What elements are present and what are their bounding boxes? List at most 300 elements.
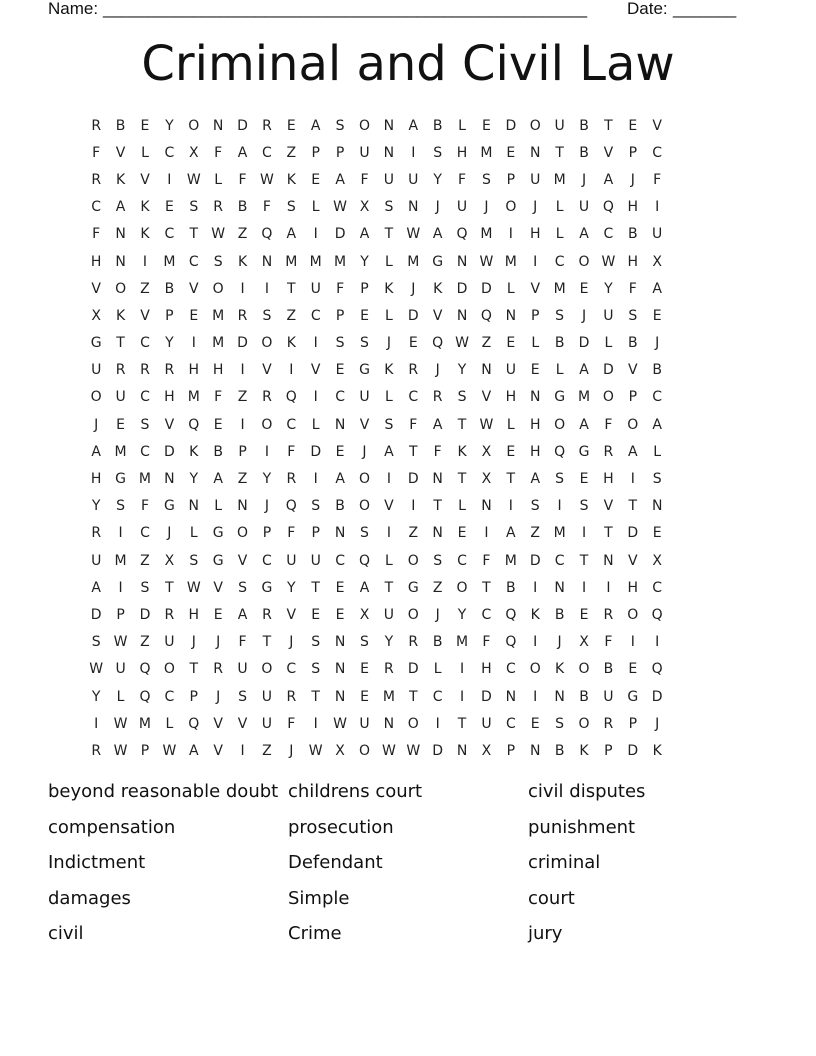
grid-letter: I xyxy=(533,579,538,596)
grid-letter: Y xyxy=(189,471,199,488)
grid-letter: B xyxy=(554,742,565,759)
grid-letter: F xyxy=(262,199,271,216)
grid-letter: V xyxy=(91,280,101,297)
grid-letter: N xyxy=(481,362,492,379)
grid-letter: E xyxy=(140,117,150,134)
grid-letter: U xyxy=(359,715,370,732)
word-list-item: criminal xyxy=(528,852,601,873)
grid-letter: J xyxy=(435,199,440,216)
grid-letter: E xyxy=(189,307,199,324)
grid-letter: S xyxy=(360,525,369,542)
grid-letter: P xyxy=(628,389,638,406)
grid-letter: N xyxy=(334,416,346,433)
grid-letter: E xyxy=(360,307,369,324)
grid-letter: C xyxy=(554,552,565,569)
grid-letter: F xyxy=(92,226,101,243)
grid-letter: T xyxy=(116,335,125,352)
grid-letter: M xyxy=(114,552,127,569)
grid-letter: C xyxy=(652,579,663,596)
grid-letter: I xyxy=(557,498,562,515)
grid-letter: A xyxy=(213,471,223,488)
grid-letter: N xyxy=(115,226,126,243)
grid-letter: K xyxy=(652,742,662,759)
grid-letter: Y xyxy=(457,606,467,623)
grid-row xyxy=(84,275,732,302)
grid-letter: S xyxy=(140,579,150,596)
grid-letter: L xyxy=(506,280,515,297)
grid-letter: E xyxy=(408,335,418,352)
grid-letter: C xyxy=(505,715,516,732)
grid-letter: R xyxy=(432,389,443,406)
grid-letter: Q xyxy=(554,443,566,460)
grid-letter: V xyxy=(115,144,126,161)
grid-letter: I xyxy=(630,471,635,488)
grid-letter: W xyxy=(333,199,348,216)
grid-letter: R xyxy=(91,171,102,188)
grid-letter: Y xyxy=(91,688,101,705)
grid-letter: V xyxy=(481,389,492,406)
grid-letter: C xyxy=(140,335,150,352)
grid-letter: C xyxy=(262,552,272,569)
grid-letter: C xyxy=(140,389,150,406)
grid-letter: A xyxy=(603,171,614,188)
grid-letter: O xyxy=(578,661,590,678)
grid-letter: O xyxy=(407,552,419,569)
grid-letter: F xyxy=(214,389,223,406)
grid-letter: M xyxy=(285,253,298,270)
grid-letter: E xyxy=(335,443,345,460)
grid-row xyxy=(84,357,732,384)
grid-letter: N xyxy=(408,199,419,216)
word-list-item: Indictment xyxy=(48,852,146,873)
grid-letter: N xyxy=(505,688,517,705)
grid-letter: A xyxy=(530,471,541,488)
grid-letter: R xyxy=(384,661,394,678)
grid-letter: N xyxy=(334,525,346,542)
grid-letter: U xyxy=(383,171,394,188)
grid-letter: A xyxy=(628,443,638,460)
grid-letter: J xyxy=(94,416,99,433)
grid-letter: I xyxy=(240,280,245,297)
grid-letter: I xyxy=(240,742,245,759)
grid-letter: N xyxy=(383,144,395,161)
grid-letter: A xyxy=(310,117,321,134)
grid-letter: J xyxy=(216,688,221,705)
grid-letter: E xyxy=(311,606,321,623)
grid-letter: O xyxy=(261,335,273,352)
grid-letter: N xyxy=(456,742,468,759)
grid-row xyxy=(84,710,732,737)
grid-letter: U xyxy=(383,606,394,623)
word-list-item: compensation xyxy=(48,816,176,838)
grid-letter: A xyxy=(359,579,370,596)
grid-letter: F xyxy=(214,144,223,161)
grid-letter: P xyxy=(335,144,345,161)
grid-letter: F xyxy=(458,171,467,188)
grid-letter: P xyxy=(189,688,198,705)
grid-letter: K xyxy=(140,199,150,216)
grid-letter: X xyxy=(481,742,492,759)
grid-letter: Z xyxy=(286,144,297,161)
grid-letter: N xyxy=(603,552,614,569)
grid-letter: S xyxy=(140,416,150,433)
grid-letter: I xyxy=(435,715,440,732)
grid-letter: S xyxy=(555,307,565,324)
grid-letter: D xyxy=(310,443,322,460)
grid-letter: B xyxy=(627,335,638,352)
grid-letter: Z xyxy=(481,335,492,352)
grid-row xyxy=(84,330,732,357)
grid-letter: U xyxy=(115,389,126,406)
grid-letter: O xyxy=(554,416,566,433)
grid-letter: O xyxy=(407,606,419,623)
grid-letter: M xyxy=(309,253,322,270)
date-label: Date: xyxy=(627,0,668,18)
grid-letter: Y xyxy=(457,362,467,379)
grid-letter: D xyxy=(481,688,492,705)
grid-letter: R xyxy=(408,362,419,379)
grid-letter: A xyxy=(432,226,443,243)
grid-letter: U xyxy=(115,661,126,678)
grid-letter: G xyxy=(90,335,102,352)
grid-letter: Z xyxy=(237,471,248,488)
grid-letter: C xyxy=(652,389,663,406)
word-list-item: damages xyxy=(48,887,131,909)
grid-letter: W xyxy=(406,742,421,759)
grid-letter: T xyxy=(408,688,418,705)
grid-letter: B xyxy=(115,117,126,134)
grid-letter: P xyxy=(262,525,272,542)
grid-letter: U xyxy=(481,715,492,732)
grid-letter: R xyxy=(262,606,272,623)
grid-row xyxy=(84,465,732,492)
grid-letter: I xyxy=(386,471,391,488)
grid-letter: N xyxy=(456,253,468,270)
grid-letter: V xyxy=(603,144,614,161)
grid-letter: E xyxy=(506,443,516,460)
grid-letter: R xyxy=(237,307,248,324)
grid-letter: W xyxy=(260,171,274,188)
grid-letter: S xyxy=(555,471,565,488)
grid-letter: L xyxy=(384,253,393,270)
grid-letter: Q xyxy=(358,552,370,569)
grid-letter: S xyxy=(335,335,345,352)
grid-letter: G xyxy=(212,552,224,569)
grid-letter: C xyxy=(286,661,297,678)
grid-letter: V xyxy=(213,579,223,596)
grid-letter: G xyxy=(627,688,639,705)
grid-letter: V xyxy=(384,498,394,515)
grid-letter: S xyxy=(652,471,662,488)
grid-letter: X xyxy=(481,471,492,488)
grid-letter: H xyxy=(188,606,200,623)
grid-letter: I xyxy=(289,362,294,379)
grid-letter: P xyxy=(116,606,125,623)
grid-letter: H xyxy=(90,471,102,488)
grid-letter: I xyxy=(630,634,635,651)
grid-letter: M xyxy=(212,335,225,352)
grid-letter: Y xyxy=(91,498,101,515)
grid-row xyxy=(84,493,732,520)
grid-letter: F xyxy=(482,552,491,569)
grid-letter: S xyxy=(91,634,101,651)
grid-letter: L xyxy=(384,389,393,406)
grid-letter: V xyxy=(628,552,638,569)
grid-letter: R xyxy=(286,688,297,705)
grid-letter: K xyxy=(140,226,150,243)
grid-letter: H xyxy=(164,389,175,406)
grid-letter: E xyxy=(286,117,296,134)
grid-letter: H xyxy=(90,253,102,270)
grid-letter: V xyxy=(237,715,248,732)
grid-letter: S xyxy=(530,498,540,515)
grid-letter: O xyxy=(578,253,590,270)
grid-letter: I xyxy=(94,715,99,732)
name-label: Name: xyxy=(48,0,99,18)
grid-letter: Z xyxy=(140,634,150,651)
grid-letter: Y xyxy=(165,335,174,352)
grid-letter: R xyxy=(91,525,102,542)
grid-letter: O xyxy=(115,280,127,297)
grid-letter: N xyxy=(456,307,468,324)
grid-letter: I xyxy=(118,579,123,596)
grid-letter: B xyxy=(579,688,589,705)
grid-letter: S xyxy=(311,634,321,651)
grid-letter: B xyxy=(432,117,443,134)
grid-letter: N xyxy=(432,525,443,542)
grid-letter: A xyxy=(652,416,662,433)
grid-letter: W xyxy=(455,335,469,352)
grid-letter: W xyxy=(186,579,201,596)
grid-letter: I xyxy=(240,416,245,433)
grid-letter: F xyxy=(238,634,247,651)
grid-letter: O xyxy=(358,117,370,134)
grid-letter: W xyxy=(113,634,128,651)
grid-letter: H xyxy=(529,443,541,460)
grid-letter: A xyxy=(335,471,345,488)
grid-letter: L xyxy=(458,498,466,515)
grid-letter: O xyxy=(163,661,175,678)
grid-letter: R xyxy=(91,742,102,759)
grid-letter: O xyxy=(188,117,200,134)
grid-letter: H xyxy=(627,579,639,596)
grid-letter: N xyxy=(505,307,517,324)
grid-letter: O xyxy=(578,715,590,732)
grid-letter: D xyxy=(651,688,663,705)
grid-letter: L xyxy=(506,416,515,433)
grid-letter: J xyxy=(655,715,660,732)
grid-letter: F xyxy=(287,525,296,542)
grid-letter: Y xyxy=(287,579,296,596)
grid-letter: K xyxy=(457,443,467,460)
grid-letter: V xyxy=(286,606,297,623)
grid-letter: P xyxy=(360,280,369,297)
grid-letter: F xyxy=(628,280,637,297)
grid-letter: E xyxy=(335,606,345,623)
grid-letter: D xyxy=(163,443,175,460)
grid-letter: C xyxy=(505,661,516,678)
grid-letter: U xyxy=(578,199,590,216)
grid-row xyxy=(84,737,732,764)
grid-letter: V xyxy=(530,280,541,297)
grid-letter: A xyxy=(335,171,345,188)
grid-letter: F xyxy=(604,416,613,433)
grid-letter: P xyxy=(506,171,516,188)
grid-letter: V xyxy=(140,307,150,324)
grid-letter: E xyxy=(579,471,589,488)
grid-letter: A xyxy=(91,443,101,460)
grid-letter: V xyxy=(359,416,370,433)
grid-letter: E xyxy=(116,416,126,433)
grid-letter: O xyxy=(529,117,541,134)
grid-letter: Q xyxy=(505,606,517,623)
grid-letter: N xyxy=(212,117,224,134)
grid-letter: P xyxy=(506,742,516,759)
grid-letter: C xyxy=(432,688,443,705)
grid-letter: Q xyxy=(285,498,297,515)
grid-letter: Q xyxy=(651,606,663,623)
grid-letter: T xyxy=(579,552,589,569)
page-title: Criminal and Civil Law xyxy=(141,36,675,92)
grid-letter: X xyxy=(652,552,662,569)
grid-letter: H xyxy=(529,226,541,243)
grid-letter: S xyxy=(335,117,345,134)
grid-letter: W xyxy=(186,171,201,188)
grid-letter: I xyxy=(606,579,611,596)
grid-row xyxy=(84,547,732,574)
grid-letter: K xyxy=(384,362,394,379)
grid-letter: J xyxy=(289,742,294,759)
grid-letter: U xyxy=(603,307,614,324)
grid-letter: U xyxy=(603,688,614,705)
grid-letter: J xyxy=(484,199,489,216)
name-blank-line: ______________________________________________________ xyxy=(103,0,587,18)
grid-letter: L xyxy=(141,144,149,161)
grid-letter: U xyxy=(554,117,565,134)
grid-row xyxy=(84,248,732,275)
grid-letter: L xyxy=(433,661,442,678)
grid-letter: M xyxy=(480,226,493,243)
grid-letter: D xyxy=(237,117,248,134)
grid-letter: A xyxy=(432,416,443,433)
grid-letter: W xyxy=(89,661,104,678)
grid-letter: J xyxy=(264,498,269,515)
grid-letter: B xyxy=(603,661,614,678)
grid-letter: I xyxy=(167,171,172,188)
grid-letter: F xyxy=(482,634,491,651)
grid-letter: Q xyxy=(285,389,297,406)
grid-letter: H xyxy=(627,253,639,270)
grid-letter: C xyxy=(91,199,102,216)
word-list-item: Simple xyxy=(288,887,350,909)
grid-letter: U xyxy=(261,688,273,705)
grid-letter: V xyxy=(432,307,443,324)
grid-letter: U xyxy=(91,362,102,379)
grid-letter: D xyxy=(90,606,102,623)
grid-letter: H xyxy=(505,389,517,406)
grid-letter: I xyxy=(459,688,465,705)
grid-letter: F xyxy=(336,280,345,297)
grid-letter: H xyxy=(456,144,468,161)
grid-letter: B xyxy=(579,144,589,161)
grid-letter: D xyxy=(432,742,444,759)
grid-letter: T xyxy=(604,117,613,134)
grid-letter: D xyxy=(627,525,639,542)
grid-letter: Z xyxy=(432,579,443,596)
grid-letter: Q xyxy=(188,416,200,433)
grid-letter: U xyxy=(310,552,321,569)
grid-row xyxy=(84,221,732,248)
grid-letter: Y xyxy=(262,471,272,488)
word-list-item: punishment xyxy=(528,816,636,838)
grid-letter: E xyxy=(530,362,540,379)
grid-letter: K xyxy=(384,280,394,297)
grid-letter: S xyxy=(384,416,394,433)
grid-letter: X xyxy=(91,307,101,324)
grid-letter: J xyxy=(655,335,660,352)
grid-letter: C xyxy=(408,389,419,406)
grid-letter: U xyxy=(505,362,516,379)
grid-letter: E xyxy=(652,307,662,324)
grid-letter: I xyxy=(411,498,416,515)
grid-letter: D xyxy=(237,335,248,352)
grid-letter: O xyxy=(261,416,273,433)
grid-letter: F xyxy=(92,144,101,161)
grid-letter: M xyxy=(456,634,469,651)
grid-letter: A xyxy=(652,280,662,297)
grid-letter: O xyxy=(627,606,639,623)
grid-letter: M xyxy=(504,552,517,569)
grid-letter: Y xyxy=(360,253,369,270)
grid-letter: M xyxy=(553,525,566,542)
grid-letter: E xyxy=(457,525,467,542)
grid-letter: M xyxy=(334,253,347,270)
grid-letter: B xyxy=(213,443,223,460)
grid-letter: Y xyxy=(433,171,442,188)
grid-row xyxy=(84,438,732,465)
grid-letter: J xyxy=(533,199,538,216)
grid-letter: U xyxy=(652,226,663,243)
grid-letter: A xyxy=(286,226,297,243)
grid-letter: G xyxy=(163,498,175,515)
grid-letter: V xyxy=(213,742,223,759)
grid-letter: N xyxy=(115,253,126,270)
grid-letter: O xyxy=(602,389,614,406)
grid-letter: C xyxy=(554,253,565,270)
grid-letter: C xyxy=(140,525,150,542)
grid-letter: O xyxy=(407,715,419,732)
grid-letter: S xyxy=(311,498,321,515)
grid-letter: C xyxy=(335,552,345,569)
grid-letter: S xyxy=(384,199,394,216)
grid-letter: Z xyxy=(286,307,297,324)
grid-letter: A xyxy=(91,579,101,596)
grid-letter: Q xyxy=(505,634,517,651)
letter-grid xyxy=(84,112,732,765)
grid-letter: R xyxy=(286,471,297,488)
word-list-item: jury xyxy=(528,923,563,944)
grid-letter: I xyxy=(508,226,513,243)
grid-letter: T xyxy=(311,579,320,596)
grid-letter: B xyxy=(335,498,345,515)
grid-letter: N xyxy=(554,688,565,705)
grid-letter: G xyxy=(578,443,590,460)
grid-letter: A xyxy=(384,443,394,460)
grid-letter: W xyxy=(601,253,616,270)
grid-letter: R xyxy=(91,117,102,134)
grid-letter: R xyxy=(603,715,614,732)
grid-letter: M xyxy=(480,144,493,161)
